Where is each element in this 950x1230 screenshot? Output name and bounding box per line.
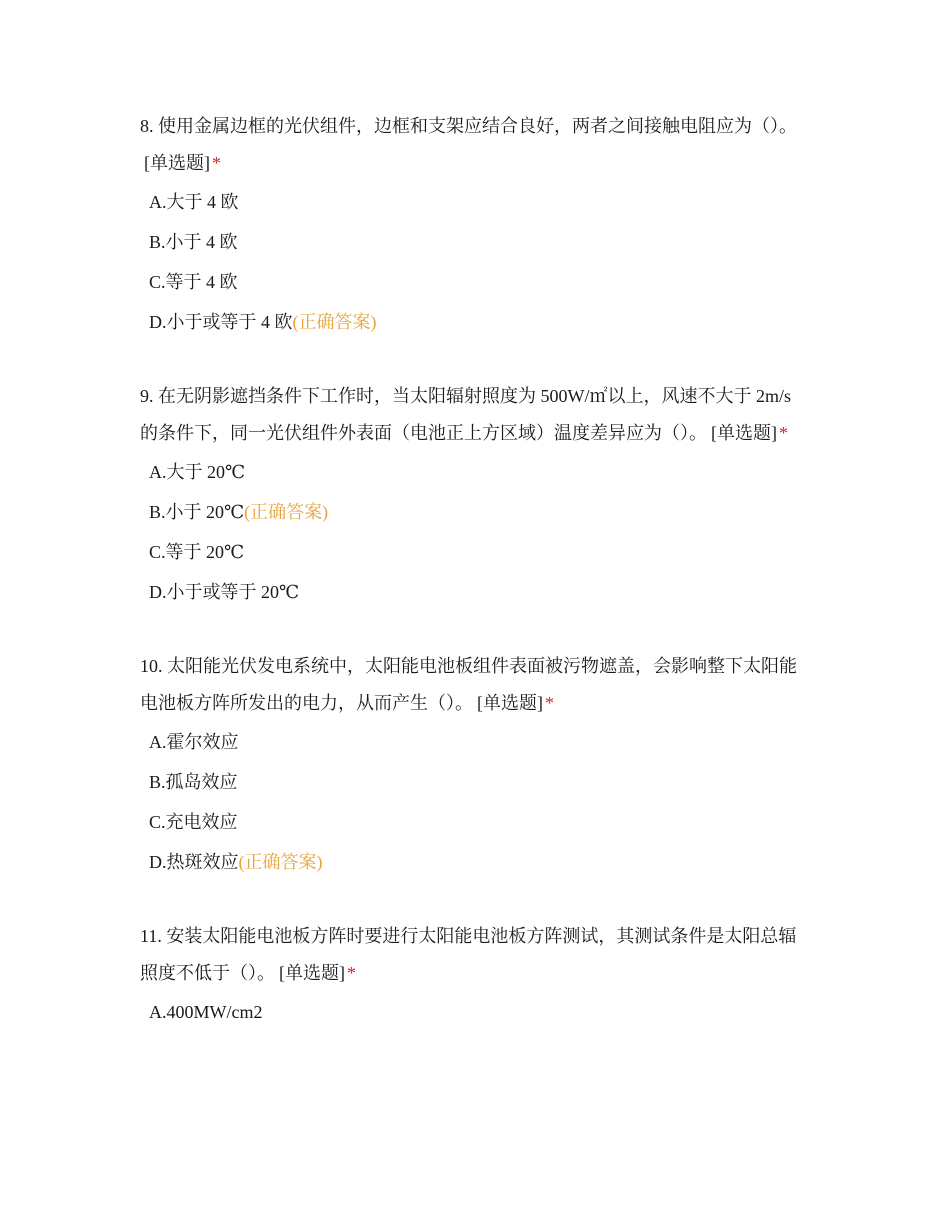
- question-10: [140, 648, 810, 874]
- option-b[interactable]: [149, 770, 810, 794]
- question-title: [140, 918, 810, 992]
- question-text: 8. 使用金属边框的光伏组件，边框和支架应结合良好，两者之间接触电阻应为（）。: [140, 116, 797, 136]
- question-type-tag: [单选题]: [477, 693, 543, 713]
- option-b[interactable]: [149, 230, 810, 254]
- option-label: A.400MW/cm2: [149, 1002, 263, 1022]
- question-8: [140, 108, 810, 334]
- option-label: C.等于 4 欧: [149, 272, 238, 292]
- question-text: 9. 在无阴影遮挡条件下工作时，当太阳辐射照度为 500W/㎡以上，风速不大于 2m/s 的条件下，同一光伏组件外表面（电池正上方区域）温度差异应为（）。: [140, 386, 791, 443]
- correct-answer-label: (正确答案): [292, 312, 377, 332]
- option-d[interactable]: [149, 580, 810, 604]
- option-b[interactable]: [149, 500, 810, 524]
- question-type-tag: [单选题]: [144, 153, 210, 173]
- question-list: [140, 108, 810, 1068]
- option-label: A.霍尔效应: [149, 732, 239, 752]
- option-d[interactable]: [149, 850, 810, 874]
- option-d[interactable]: [149, 310, 810, 334]
- option-label: D.小于或等于 4 欧: [149, 312, 293, 332]
- question-type-tag: [单选题]: [711, 423, 777, 443]
- required-mark: *: [779, 423, 788, 443]
- option-label: C.充电效应: [149, 812, 238, 832]
- question-title: [140, 378, 810, 452]
- required-mark: *: [545, 693, 554, 713]
- question-11: [140, 918, 810, 1024]
- option-label: B.小于 20℃: [149, 502, 245, 522]
- option-c[interactable]: [149, 540, 810, 564]
- question-title: [140, 648, 810, 722]
- question-title: [140, 108, 810, 182]
- option-c[interactable]: [149, 270, 810, 294]
- option-a[interactable]: [149, 730, 810, 754]
- required-mark: *: [212, 153, 221, 173]
- option-a[interactable]: [149, 1000, 810, 1024]
- option-label: D.小于或等于 20℃: [149, 582, 300, 602]
- question-type-tag: [单选题]: [279, 963, 345, 983]
- question-9: [140, 378, 810, 604]
- question-text: 11. 安装太阳能电池板方阵时要进行太阳能电池板方阵测试，其测试条件是太阳总辐照度不低于（）。: [140, 926, 797, 983]
- option-label: A.大于 20℃: [149, 462, 246, 482]
- option-a[interactable]: [149, 190, 810, 214]
- option-a[interactable]: [149, 460, 810, 484]
- correct-answer-label: (正确答案): [238, 852, 323, 872]
- option-label: B.孤岛效应: [149, 772, 238, 792]
- option-c[interactable]: [149, 810, 810, 834]
- option-label: D.热斑效应: [149, 852, 239, 872]
- option-label: B.小于 4 欧: [149, 232, 238, 252]
- correct-answer-label: (正确答案): [244, 502, 329, 522]
- question-text: 10. 太阳能光伏发电系统中，太阳能电池板组件表面被污物遮盖，会影响整下太阳能电池板方阵所发出的电力，从而产生（）。: [140, 656, 797, 713]
- option-label: C.等于 20℃: [149, 542, 245, 562]
- option-label: A.大于 4 欧: [149, 192, 239, 212]
- required-mark: *: [347, 963, 356, 983]
